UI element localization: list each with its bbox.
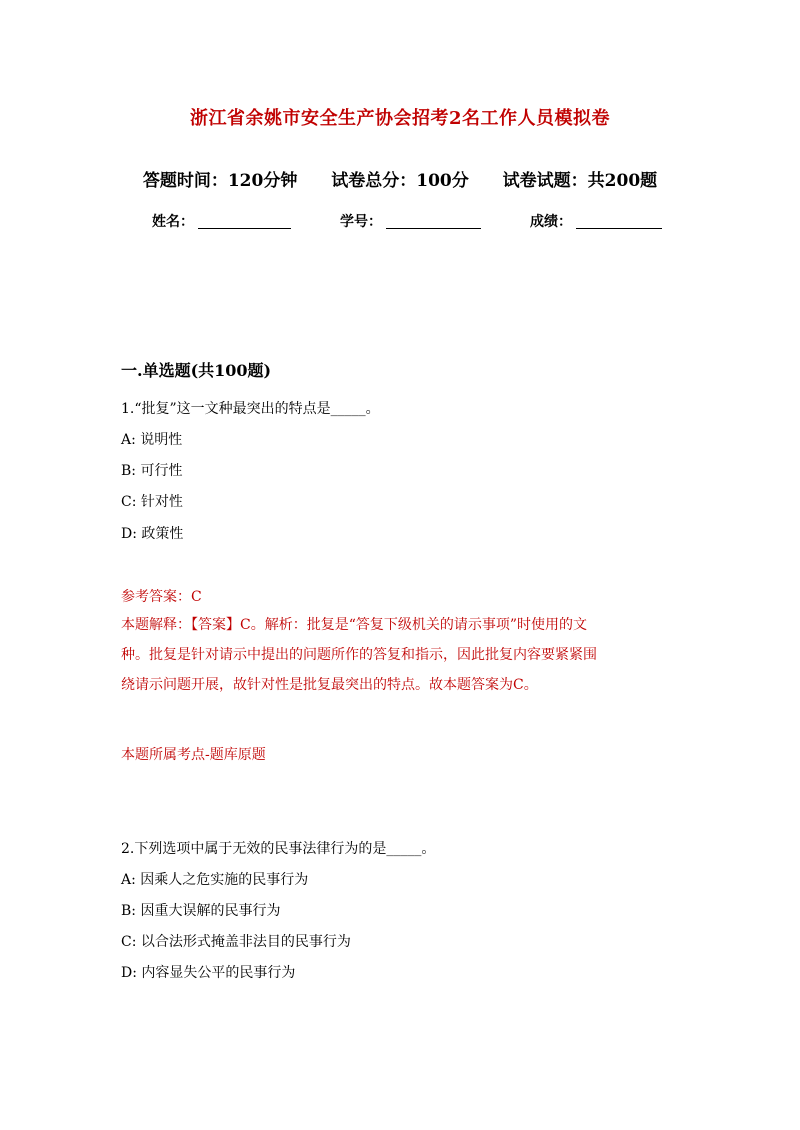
score-label: 成绩： xyxy=(530,214,572,230)
question-2-option-c: C: 以合法形式掩盖非法目的民事行为 xyxy=(121,934,351,950)
question-1-option-a: A: 说明性 xyxy=(121,432,183,448)
exam-time: 答题时间：120分钟 xyxy=(142,171,298,191)
exam-total-score: 试卷总分：100分 xyxy=(331,171,469,191)
id-field xyxy=(340,211,481,231)
document-title: 浙江省余姚市安全生产协会招考2名工作人员模拟卷 xyxy=(189,108,611,129)
analysis-line: 种。批复是针对请示中提出的问题所作的答复和指示，因此批复内容要紧紧围 xyxy=(121,647,597,663)
question-2-option-b: B: 因重大误解的民事行为 xyxy=(121,903,281,919)
question-1-option-c: C: 针对性 xyxy=(121,494,183,510)
question-1-stem: 1.“批复”这一文种最突出的特点是_____。 xyxy=(121,401,380,417)
question-1-topic: 本题所属考点-题库原题 xyxy=(121,747,266,763)
id-label: 学号： xyxy=(340,214,382,230)
question-1-option-d: D: 政策性 xyxy=(121,526,184,542)
analysis-line: 本题解释：【答案】C。解析：批复是“答复下级机关的请示事项”时使用的文 xyxy=(121,617,588,633)
name-label: 姓名： xyxy=(152,214,194,230)
exam-meta xyxy=(0,166,800,191)
question-1-option-b: B: 可行性 xyxy=(121,463,183,479)
score-field xyxy=(530,211,662,231)
question-2-option-d: D: 内容显失公平的民事行为 xyxy=(121,965,296,981)
question-1-answer: 参考答案：C xyxy=(121,589,202,605)
question-2-option-a: A: 因乘人之危实施的民事行为 xyxy=(121,872,309,888)
id-blank xyxy=(386,212,481,229)
question-2-stem: 2.下列选项中属于无效的民事法律行为的是_____。 xyxy=(121,841,436,857)
question-1-analysis xyxy=(121,610,681,700)
exam-question-count: 试卷试题：共200题 xyxy=(502,171,658,191)
name-blank xyxy=(198,212,291,229)
analysis-line: 绕请示问题开展，故针对性是批复最突出的特点。故本题答案为C。 xyxy=(121,677,538,693)
section-title: 一.单选题(共100题) xyxy=(121,361,272,380)
name-field xyxy=(152,211,291,231)
score-blank xyxy=(576,212,662,229)
